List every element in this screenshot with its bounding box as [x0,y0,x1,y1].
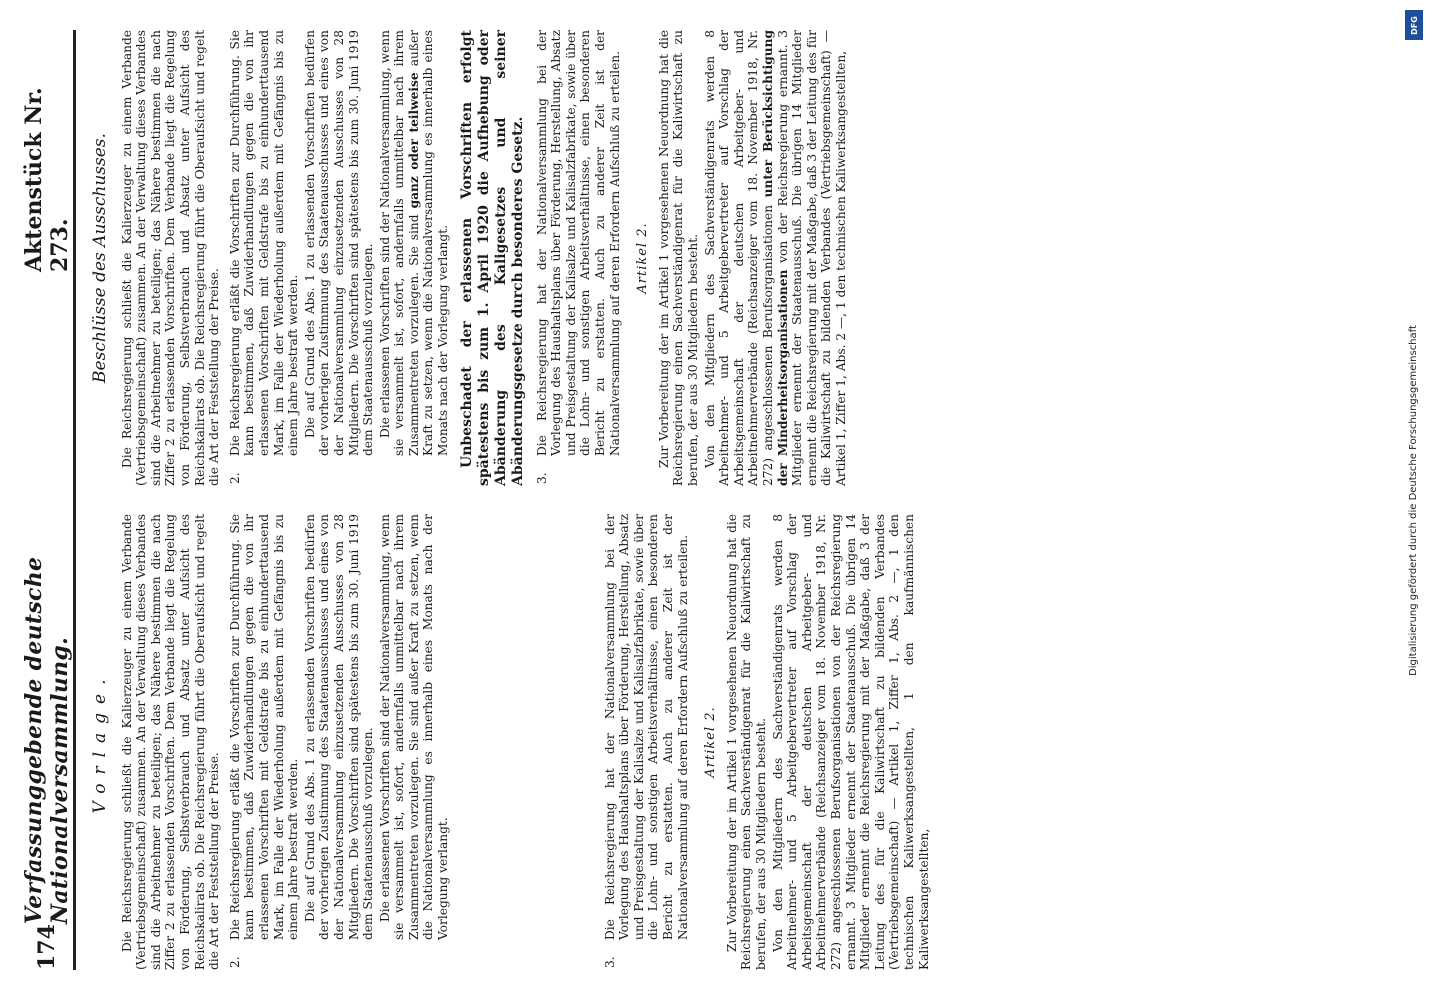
header-rule [73,30,76,970]
item-number: 3. [602,956,617,968]
numbered-item [603,514,691,970]
numbered-item [228,514,451,970]
paragraph: Die Reichsregierung erläßt die Vorschriften zur Durchführung. Sie kann bestimmen, daß Zuwiderhandlungen gegen die von ihr erlassenen Vorschriften mit Geldstrafe bis zu einhunderttausend Mark, im Falle der Wiederholung außerdem mit Gefängnis bis zu einem Jahre bestraft werden. [227,514,301,940]
paragraph: Von den Mitgliedern des Sachverständigenrats werden 8 Arbeitnehmer- und 5 Arbeitgebervertreter auf Vorschlag der Arbeitsgemeinschaft der deutschen Arbeitgeber- und Arbeitnehmerverbände (Reichsanzeiger vom 18. November 1918, Nr. 272) angeschlossenen Berufsorganisationen von der Reichsregierung ernannt. 3 Mitglieder ernennt der Staatenausschuß. Die übrigen 14 Mitglieder ernennt die Reichsregierung mit der Maßgabe, daß 3 der Leitung des für die Kaliwirtschaft zu bildenden Verbandes (Vertriebsgemeinschaft) — Artikel 1, Ziffer 1, Abs. 2 —, 1 den technischen Kaliwerksangestellten, 1 den kaufmännischen Kaliwerksangestellten, [770,514,931,970]
paragraph: Zur Vorbereitung der im Artikel 1 vorgesehenen Neuordnung hat die Reichsregierung einen Sachverständigenrat für die Kaliwirtschaft zu berufen, der aus 30 Mitgliedern besteht. [724,514,768,970]
running-header [21,30,73,970]
bold-text-run: ganz oder teilweise [406,72,421,209]
paragraph: Die Reichsregierung hat der Nationalversammlung bei der Vorlegung des Haushaltsplans über Förderung, Herstellung, Absatz und Preisgestaltung der Kalisalze und Kalisalzfabrikate, sowie über die Lohn- und sonstigen Arbeitsverhältnisse, einen besonderen Bericht zu erstatten. Auch zu anderer Zeit ist der Nationalversammlung auf deren Erfordern Aufschluß zu erteilen. [602,514,690,940]
column-beschluesse [87,30,851,486]
dfg-logo-text: DFG [1409,15,1419,35]
paragraph: Die auf Grund des Abs. 1 zu erlassenden Vorschriften bedürfen der vorherigen Zustimmung des Staatenausschusses und eines von der Nationalversammlung einzusetzenden Ausschusses von 28 Mitgliedern. Die Vorschriften sind spätestens bis zum 30. Juni 1919 dem Staatenausschuß vorzulegen. [302,514,376,940]
column-heading: Beschlüsse des Ausschusses. [90,133,110,383]
item-number: 3. [534,472,549,484]
text-run: von der Reichsregierung ernannt. 3 Mitglieder ernennt der Staatenausschuß. Die übrigen 14 Mitglieder ernennt die Reichsregierung mit der Maßgabe, daß 3 der Leitung des für die Kaliwirtschaft zu bildenden Verbandes (Vertriebsgemeinschaft) — Artikel 1, Ziffer 1, Abs. 2 —, 1 den technischen Kaliwerksangestellten, [775,29,848,486]
credit-text: Digitalisierung gefördert durch die Deutsche Forschungsgemeinschaft [1407,324,1419,676]
digitization-credit [1400,8,1426,992]
document-reference: Aktenstück Nr. 273. [21,87,73,273]
paragraph: Die Reichsregierung erläßt die Vorschriften zur Durchführung. Sie kann bestimmen, daß Zuwiderhandlungen gegen die von ihr erlassenen Vorschriften mit Geldstrafe bis zu einhunderttausend Mark, im Falle der Wiederholung außerdem mit Gefängnis bis zu einem Jahre bestraft werden. [227,30,301,456]
paragraph: Die Reichsregierung hat der Nationalversammlung bei der Vorlegung des Haushaltsplans über Förderung, Herstellung, Absatz und Preisgestaltung der Kalisalze und Kalisalzfabrikate, sowie über die Lohn- und sonstigen Arbeitsverhältnisse, einen besonderen Bericht zu erstatten. Auch zu anderer Zeit ist der Nationalversammlung auf deren Erfordern Aufschluß zu erteilen. [534,30,622,456]
text-run: Von den Mitgliedern des Sachverständigenrats werden 8 Arbeitnehmer- und 5 Arbeitgebervertreter auf Vorschlag der Arbeitsgemeinschaft der deutschen Arbeitgeber- und Arbeitnehmerverbände (Reichsanzeiger vom 18. November 1918, Nr. 272) angeschlossenen Berufsorganisationen [702,30,775,486]
paragraph: Die erlassenen Vorschriften sind der Nationalversammlung, wenn sie versammelt ist, sofort, andernfalls unmittelbar nach ihrem Zusammentreten vorzulegen. Sie sind außer Kraft zu setzen, wenn die Nationalversammlung es innerhalb eines Monats nach der Vorlegung verlangt. [377,514,451,940]
spacer [457,514,597,970]
paragraph: Die Reichsregierung schließt die Kalierzeuger zu einem Verbande (Vertriebsgemeinschaft) zusammen. An der Verwaltung dieses Verbandes sind die Arbeitnehmer zu beteiligen; das Nähere bestimmen die nach Ziffer 2 zu erlassenden Vorschriften. Dem Verbande liegt die Regelung von Förderung, Selbstverbrauch und Absatz unter Aufsicht des Reichskalirats ob. Die Reichsregierung führt die Oberaufsicht und regelt die Art der Feststellung der Preise. [119,30,222,486]
text-run: Die erlassenen Vorschriften sind der Nationalversammlung, wenn sie versammelt ist, sofort, andernfalls unmittelbar nach ihrem Zusammentreten vorzulegen. Sie sind [377,30,421,456]
rotated-page-content [17,30,1397,970]
numbered-item [228,30,451,486]
bold-paragraph: Unbeschadet der erlassenen Vorschriften erfolgt spätestens bis zum 1. April 1920 die Aufhebung oder Abänderung des Kaligesetzes und seiner Abänderungsgesetze durch besonderes Gesetz. [458,30,526,486]
paragraph: Zur Vorbereitung der im Artikel 1 vorgesehenen Neuordnung hat die Reichsregierung einen Sachverständigenrat für die Kaliwirtschaft zu berufen, der aus 30 Mitgliedern besteht. [656,30,700,486]
article-heading: Artikel 2. [635,222,651,294]
paragraph [378,30,451,456]
column-vorlage [87,514,933,970]
paragraph: Die Reichsregierung schließt die Kalierzeuger zu einem Verbande (Vertriebsgemeinschaft) zusammen. An der Verwaltung dieses Verbandes sind die Arbeitnehmer zu beteiligen; das Nähere bestimmen die nach Ziffer 2 zu erlassenden Vorschriften. Dem Verbande liegt die Regelung von Förderung, Selbstverbrauch und Absatz unter Aufsicht des Reichskalirats ob. Die Reichsregierung führt die Oberaufsicht und regelt die Art der Feststellung der Preise. [119,514,222,970]
article-heading: Artikel 2. [703,706,719,778]
page-number: 174 [34,924,60,970]
paragraph [703,30,849,486]
numbered-item [535,30,623,486]
bold-text-run: unter Berücksichtigung der Minderheitsorganisationen [760,30,790,486]
column-heading: Vorlage. [90,670,110,814]
publication-title: Verfassunggebende deutsche Nationalversammlung. [21,556,73,925]
item-number: 2. [227,472,242,484]
paragraph: Die auf Grund des Abs. 1 zu erlassenden Vorschriften bedürfen der vorherigen Zustimmung des Staatenausschusses und eines von der Nationalversammlung einzusetzenden Ausschusses von 28 Mitgliedern. Die Vorschriften sind spätestens bis zum 30. Juni 1919 dem Staatenausschuß vorzulegen. [302,30,376,456]
text-run: außer Kraft zu setzen, wenn die Nationalversammlung es innerhalb eines Monats nach der Vorlegung verlangt. [406,29,451,456]
item-number: 2. [227,956,242,968]
